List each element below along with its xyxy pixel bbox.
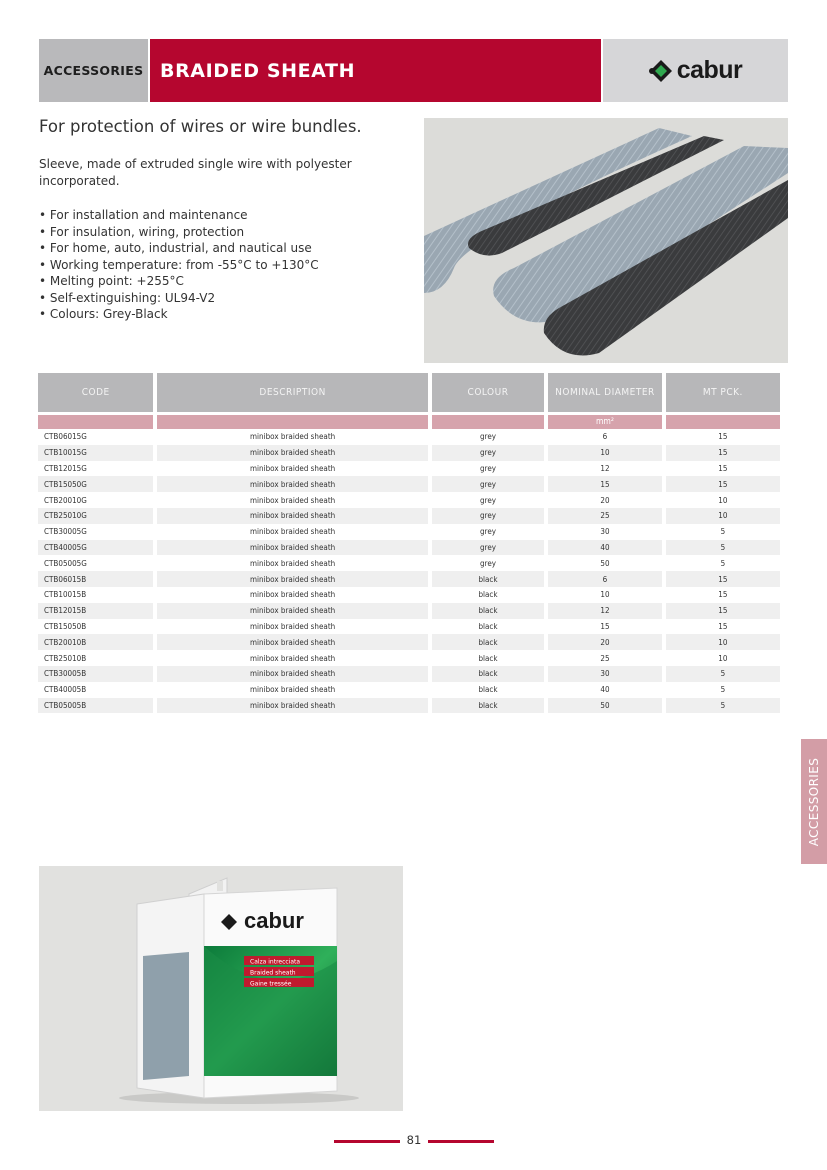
table-row: [38, 476, 780, 492]
diameter-cell: 6: [548, 571, 661, 587]
code-cell: CTB15050B: [38, 619, 153, 635]
table-row: [38, 634, 780, 650]
colour-cell: grey: [432, 555, 544, 571]
colour-cell: grey: [432, 508, 544, 524]
table-row: [38, 650, 780, 666]
table-row: [38, 445, 780, 461]
feature-item: • Colours: Grey-Black: [39, 306, 319, 323]
colour-cell: grey: [432, 492, 544, 508]
code-cell: CTB20010B: [38, 634, 153, 650]
brand-name: cabur: [676, 56, 743, 84]
description-cell: minibox braided sheath: [157, 634, 427, 650]
code-cell: CTB40005G: [38, 540, 153, 556]
table-row: [38, 587, 780, 603]
feature-list: [39, 207, 319, 323]
code-cell: CTB12015B: [38, 603, 153, 619]
description-cell: minibox braided sheath: [157, 666, 427, 682]
diameter-cell: 20: [548, 634, 661, 650]
colour-cell: black: [432, 666, 544, 682]
description-cell: minibox braided sheath: [157, 555, 427, 571]
table-row: [38, 571, 780, 587]
package-label: Braided sheath: [250, 969, 296, 977]
unit-cell: [157, 412, 427, 429]
pack-cell: 15: [666, 619, 780, 635]
unit-cell: [432, 412, 544, 429]
table-row: [38, 619, 780, 635]
pack-cell: 5: [666, 540, 780, 556]
description-cell: minibox braided sheath: [157, 508, 427, 524]
diameter-cell: 25: [548, 650, 661, 666]
code-cell: CTB10015G: [38, 445, 153, 461]
code-cell: CTB12015G: [38, 461, 153, 477]
product-photo: [424, 118, 788, 363]
code-cell: CTB40005B: [38, 682, 153, 698]
diameter-cell: 40: [548, 540, 661, 556]
colour-cell: black: [432, 619, 544, 635]
pack-cell: 15: [666, 429, 780, 445]
description-cell: minibox braided sheath: [157, 524, 427, 540]
description-cell: minibox braided sheath: [157, 619, 427, 635]
diameter-cell: 15: [548, 476, 661, 492]
pack-cell: 10: [666, 508, 780, 524]
colour-cell: grey: [432, 540, 544, 556]
side-tab-label: ACCESSORIES: [807, 757, 821, 846]
column-header-description: DESCRIPTION: [157, 373, 427, 412]
diameter-cell: 30: [548, 524, 661, 540]
table-row: [38, 603, 780, 619]
description-cell: minibox braided sheath: [157, 571, 427, 587]
table-row: [38, 429, 780, 445]
colour-cell: black: [432, 682, 544, 698]
colour-cell: black: [432, 634, 544, 650]
pack-cell: 15: [666, 603, 780, 619]
package-photo: [39, 866, 403, 1111]
diameter-cell: 50: [548, 555, 661, 571]
diameter-cell: 20: [548, 492, 661, 508]
table-row: [38, 698, 780, 714]
table-row: [38, 540, 780, 556]
package-brand: cabur: [244, 908, 304, 933]
description-cell: minibox braided sheath: [157, 492, 427, 508]
code-cell: CTB30005G: [38, 524, 153, 540]
feature-item: • Working temperature: from -55°C to +130°C: [39, 257, 319, 274]
description-cell: minibox braided sheath: [157, 445, 427, 461]
brand-logo: [603, 39, 788, 102]
table-row: [38, 555, 780, 571]
code-cell: CTB25010G: [38, 508, 153, 524]
column-header-code: CODE: [38, 373, 153, 412]
description-cell: minibox braided sheath: [157, 476, 427, 492]
unit-row: [38, 412, 780, 429]
colour-cell: black: [432, 650, 544, 666]
diameter-cell: 15: [548, 619, 661, 635]
code-cell: CTB20010G: [38, 492, 153, 508]
column-header-pack: MT PCK.: [666, 373, 780, 412]
colour-cell: grey: [432, 429, 544, 445]
intro-description: Sleeve, made of extruded single wire with polyester incorporated.: [39, 157, 352, 188]
description-cell: minibox braided sheath: [157, 540, 427, 556]
code-cell: CTB05005B: [38, 698, 153, 714]
code-cell: CTB05005G: [38, 555, 153, 571]
table-row: [38, 508, 780, 524]
code-cell: CTB15050G: [38, 476, 153, 492]
package-label: Gaine tressée: [250, 980, 292, 988]
code-cell: CTB30005B: [38, 666, 153, 682]
diameter-cell: 6: [548, 429, 661, 445]
feature-item: • Melting point: +255°C: [39, 273, 319, 290]
unit-cell: [38, 412, 153, 429]
description-cell: minibox braided sheath: [157, 587, 427, 603]
table-row: [38, 524, 780, 540]
description-cell: minibox braided sheath: [157, 603, 427, 619]
section-label: ACCESSORIES: [39, 39, 148, 102]
product-table: [34, 373, 784, 713]
pack-cell: 5: [666, 682, 780, 698]
pack-cell: 5: [666, 666, 780, 682]
unit-cell: mm²: [548, 412, 661, 429]
page-title: BRAIDED SHEATH: [150, 39, 601, 102]
column-header-colour: COLOUR: [432, 373, 544, 412]
table-row: [38, 666, 780, 682]
pack-cell: 5: [666, 524, 780, 540]
pack-cell: 10: [666, 634, 780, 650]
colour-cell: grey: [432, 445, 544, 461]
pack-cell: 15: [666, 461, 780, 477]
code-cell: CTB10015B: [38, 587, 153, 603]
pack-cell: 15: [666, 587, 780, 603]
colour-cell: black: [432, 571, 544, 587]
diameter-cell: 12: [548, 461, 661, 477]
colour-cell: black: [432, 603, 544, 619]
pack-cell: 15: [666, 571, 780, 587]
column-header-diameter: NOMINAL DIAMETER: [548, 373, 661, 412]
page-number: 81: [334, 1133, 494, 1149]
diameter-cell: 12: [548, 603, 661, 619]
pack-cell: 5: [666, 555, 780, 571]
table-row: [38, 461, 780, 477]
description-cell: minibox braided sheath: [157, 461, 427, 477]
code-cell: CTB06015B: [38, 571, 153, 587]
pack-cell: 5: [666, 698, 780, 714]
diameter-cell: 40: [548, 682, 661, 698]
diameter-cell: 30: [548, 666, 661, 682]
diameter-cell: 50: [548, 698, 661, 714]
description-cell: minibox braided sheath: [157, 682, 427, 698]
colour-cell: black: [432, 587, 544, 603]
description-cell: minibox braided sheath: [157, 650, 427, 666]
unit-cell: [666, 412, 780, 429]
side-section-tab: [801, 739, 827, 864]
colour-cell: black: [432, 698, 544, 714]
diameter-cell: 10: [548, 587, 661, 603]
pack-cell: 10: [666, 650, 780, 666]
table-row: [38, 682, 780, 698]
table-row: [38, 492, 780, 508]
pack-cell: 10: [666, 492, 780, 508]
colour-cell: grey: [432, 524, 544, 540]
code-cell: CTB06015G: [38, 429, 153, 445]
colour-cell: grey: [432, 461, 544, 477]
pack-cell: 15: [666, 445, 780, 461]
cabur-logo-icon: [649, 59, 673, 83]
code-cell: CTB25010B: [38, 650, 153, 666]
diameter-cell: 10: [548, 445, 661, 461]
feature-item: • For home, auto, industrial, and nautical use: [39, 240, 319, 257]
intro-heading: For protection of wires or wire bundles.: [39, 117, 362, 136]
description-cell: minibox braided sheath: [157, 698, 427, 714]
feature-item: • Self-extinguishing: UL94-V2: [39, 290, 319, 307]
description-cell: minibox braided sheath: [157, 429, 427, 445]
package-label: Calza intrecciata: [250, 958, 301, 966]
feature-item: • For installation and maintenance: [39, 207, 319, 224]
pack-cell: 15: [666, 476, 780, 492]
colour-cell: grey: [432, 476, 544, 492]
feature-item: • For insulation, wiring, protection: [39, 224, 319, 241]
diameter-cell: 25: [548, 508, 661, 524]
